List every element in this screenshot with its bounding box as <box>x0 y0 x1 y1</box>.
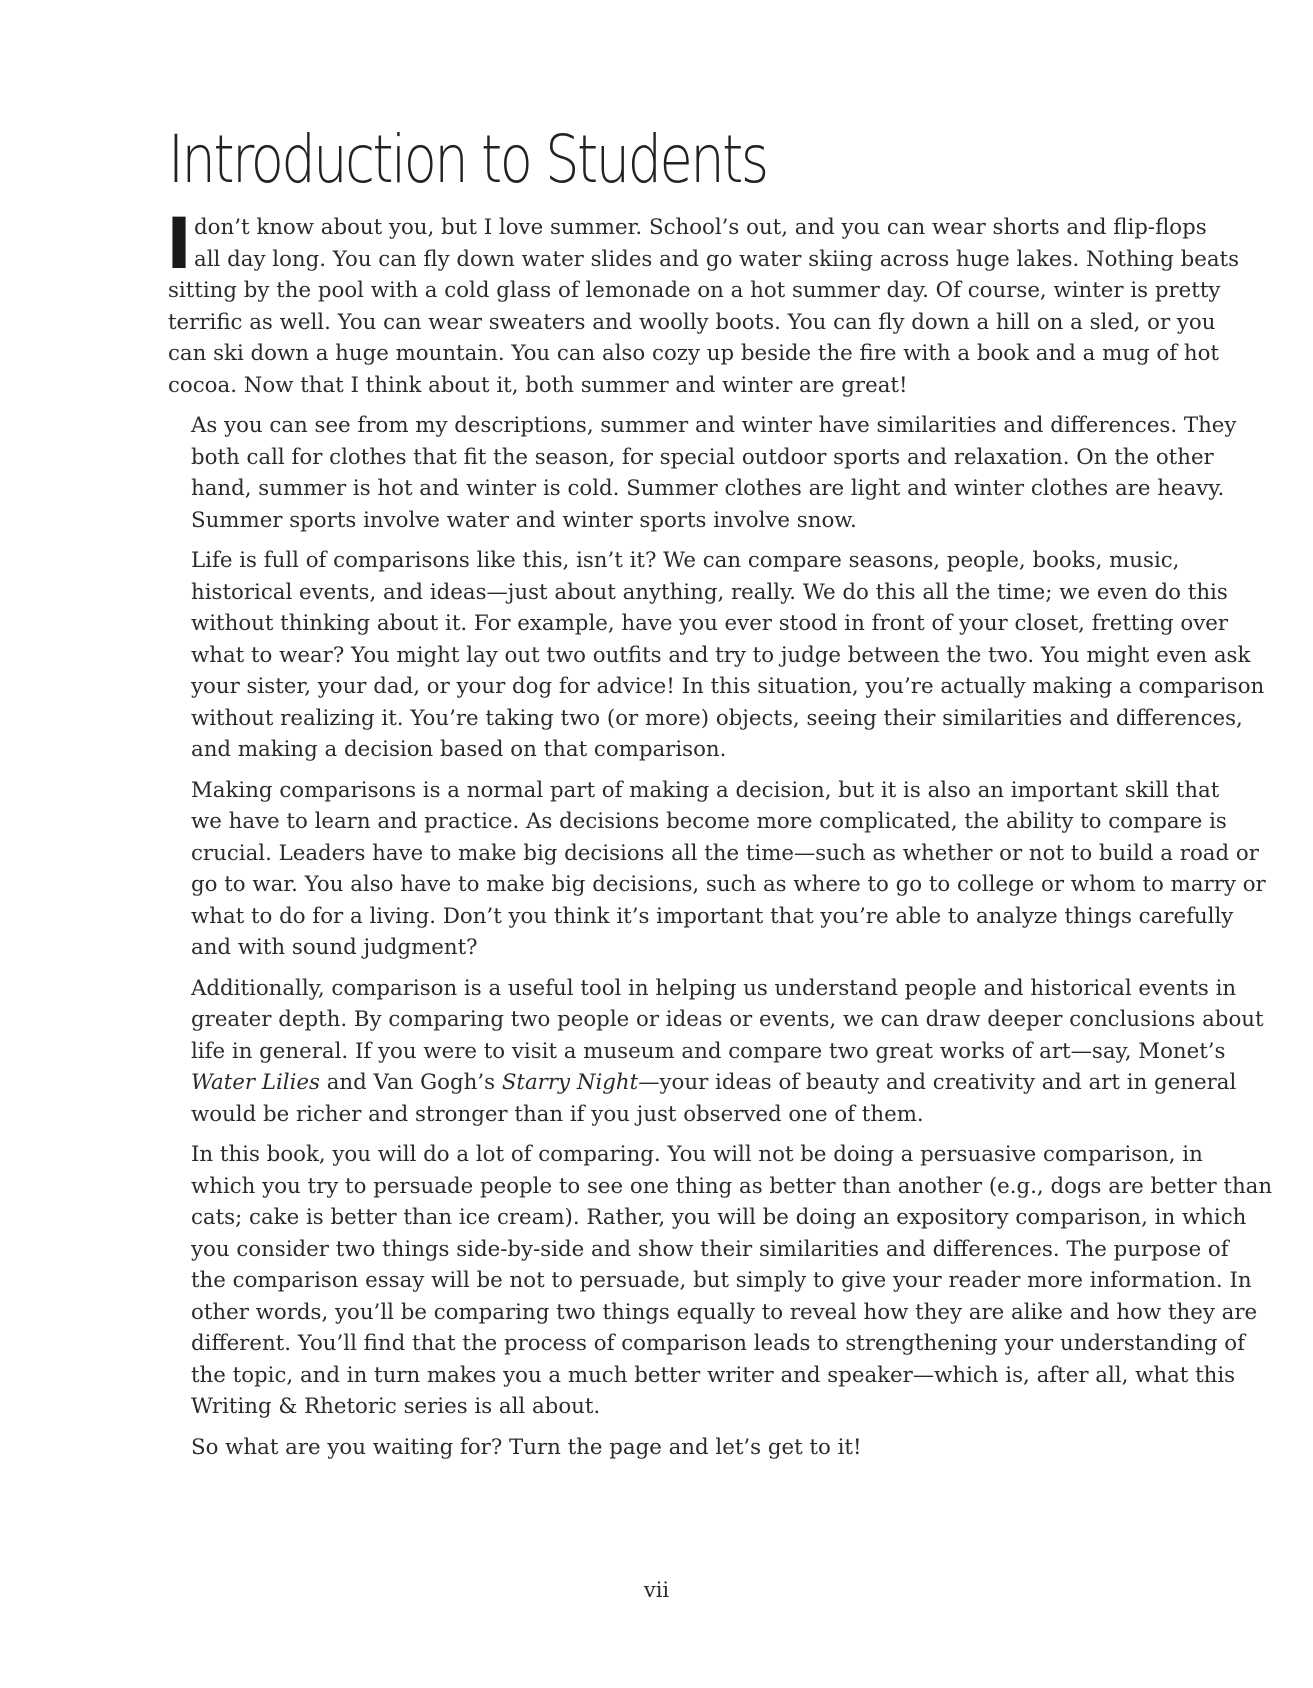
page-title: Introduction to Students <box>168 121 767 198</box>
text-line <box>168 1067 1237 1099</box>
paragraph-4 <box>168 775 1266 964</box>
text-line: cats; cake is better than ice cream). Rather, you will be doing an expository comparison, in which <box>191 1205 1247 1230</box>
text-line: without thinking about it. For example, have you ever stood in front of your closet, fretting over <box>191 611 1229 636</box>
text-line: As you can see from my descriptions, summer and winter have similarities and differences. They <box>191 413 1237 438</box>
text-line: crucial. Leaders have to make big decisions all the time—such as whether or not to build a road or <box>191 840 1259 866</box>
body-text <box>166 203 1273 1463</box>
text-line: terrific as well. You can wear sweaters and woolly boots. You can fly down a hill on a sled, or you <box>168 309 1216 335</box>
text-line: life in general. If you were to visit a museum and compare two great works of art—say, Monet’s <box>191 1038 1226 1064</box>
text-line: the topic, and in turn makes you a much better writer and speaker—which is, after all, what this <box>191 1362 1236 1388</box>
paragraph-3 <box>168 545 1265 766</box>
text-line: your sister, your dad, or your dog for advice! In this situation, you’re actually making a comparison <box>191 674 1265 699</box>
text-line: we have to learn and practice. As decisions become more complicated, the ability to compare is <box>191 809 1227 834</box>
page-number: vii <box>643 1578 670 1602</box>
text-line: don’t know about you, but I love summer. School’s out, and you can wear shorts and flip-flops <box>194 215 1207 240</box>
paragraph-2 <box>168 410 1237 536</box>
text-line: historical events, and ideas—just about anything, really. We do this all the time; we even do this <box>191 579 1228 605</box>
text-line: In this book, you will do a lot of comparing. You will not be doing a persuasive comparison, in <box>191 1142 1203 1167</box>
text-segment: —your ideas of beauty and creativity and art in general <box>638 1070 1237 1095</box>
text-line: Additionally, comparison is a useful tool in helping us understand people and historical events in <box>191 975 1237 1001</box>
text-line: without realizing it. You’re taking two (or more) objects, seeing their similarities and differences, <box>191 705 1243 731</box>
text-line: and with sound judgment? <box>191 935 478 960</box>
text-line: what to wear? You might lay out two outfits and try to judge between the two. You might even ask <box>191 642 1251 668</box>
text-line: what to do for a living. Don’t you think it’s important that you’re able to analyze things carefully <box>191 903 1234 929</box>
text-line: Summer sports involve water and winter sports involve snow. <box>191 507 857 533</box>
page-content <box>166 120 1273 1472</box>
text-line: So what are you waiting for? Turn the page and let’s get to it! <box>191 1434 862 1460</box>
text-line: Life is full of comparisons like this, isn’t it? We can compare seasons, people, books, music, <box>191 548 1180 573</box>
artwork-title-starry-night: Starry Night <box>501 1070 639 1095</box>
text-line: hand, summer is hot and winter is cold. Summer clothes are light and winter clothes are heavy. <box>191 476 1225 501</box>
text-line: can ski down a huge mountain. You can also cozy up beside the fire with a book and a mug of hot <box>168 341 1219 366</box>
text-segment: and Van Gogh’s <box>319 1070 502 1095</box>
text-line: other words, you’ll be comparing two things equally to reveal how they are alike and how they are <box>191 1299 1258 1325</box>
text-line: and making a decision based on that comparison. <box>191 737 727 762</box>
artwork-title-water-lilies: Water Lilies <box>191 1070 320 1095</box>
text-line: different. You’ll find that the process of comparison leads to strengthening your understanding of <box>191 1331 1245 1356</box>
text-line: Making comparisons is a normal part of making a decision, but it is also an important skill that <box>191 777 1220 803</box>
paragraph-7 <box>168 1432 1180 1464</box>
text-line: both call for clothes that fit the season, for special outdoor sports and relaxation. On the other <box>191 444 1214 470</box>
paragraph-1 <box>166 203 1240 401</box>
text-line: would be richer and stronger than if you just observed one of them. <box>191 1101 924 1127</box>
text-line: greater depth. By comparing two people or ideas or events, we can draw deeper conclusions about <box>191 1007 1264 1032</box>
text-line: the comparison essay will be not to persuade, but simply to give your reader more information. In <box>191 1268 1252 1293</box>
text-line: all day long. You can fly down water slides and go water skiing across huge lakes. Nothing beats <box>194 246 1240 272</box>
text-line: Writing & Rhetoric series is all about. <box>191 1394 601 1419</box>
paragraph-5 <box>168 973 1264 1131</box>
drop-cap: I <box>166 203 193 285</box>
text-line: sitting by the pool with a cold glass of lemonade on a hot summer day. Of course, winter is pretty <box>168 278 1221 303</box>
paragraph-6 <box>168 1139 1273 1423</box>
text-line: you consider two things side-by-side and show their similarities and differences. The purpose of <box>191 1236 1229 1262</box>
text-line: which you try to persuade people to see one thing as better than another (e.g., dogs are better than <box>191 1173 1273 1199</box>
text-line: go to war. You also have to make big decisions, such as where to go to college or whom to marry or <box>191 872 1266 897</box>
text-line: cocoa. Now that I think about it, both summer and winter are great! <box>168 372 908 398</box>
